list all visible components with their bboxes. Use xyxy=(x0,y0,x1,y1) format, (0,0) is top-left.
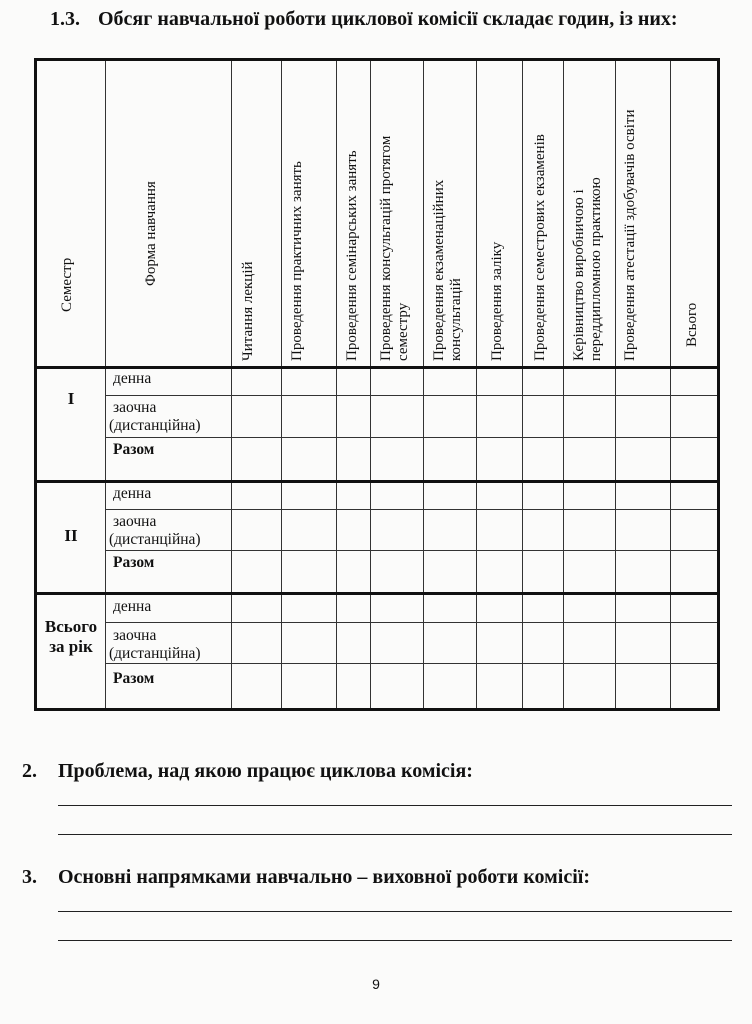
year-total-line: Всього xyxy=(44,617,98,636)
section-number: 1.3. xyxy=(50,8,80,30)
row-divider xyxy=(105,395,717,396)
total-label: Разом xyxy=(113,670,155,687)
col-divider xyxy=(476,61,477,708)
column-header: Керівництво виробничою і переддипломною практикою xyxy=(571,177,604,361)
fill-in-line[interactable] xyxy=(58,834,732,835)
form-label: (дистанційна) xyxy=(109,645,201,662)
year-total-line: за рік xyxy=(49,637,93,656)
section-number: 3. xyxy=(22,866,37,888)
column-header: Проведення заліку xyxy=(489,241,505,361)
form-label: денна xyxy=(113,485,152,502)
row-divider xyxy=(105,663,717,664)
column-header: Проведення семестрових екзаменів xyxy=(532,134,548,361)
form-label: заочна xyxy=(113,513,157,530)
row-divider xyxy=(105,509,717,510)
total-label: Разом xyxy=(113,554,155,571)
col-divider xyxy=(105,61,106,708)
workload-table xyxy=(34,58,720,711)
fill-in-line[interactable] xyxy=(58,911,732,912)
form-label: денна xyxy=(113,370,152,387)
section-heading-1-3 xyxy=(50,8,678,31)
page-number: 9 xyxy=(372,976,380,992)
form-label: (дистанційна) xyxy=(109,417,201,434)
column-header: Проведення консультацій протягом семестру xyxy=(378,135,411,361)
col-divider xyxy=(423,61,424,708)
section-title: Обсяг навчальної роботи циклової комісії складає годин, із них: xyxy=(98,8,678,30)
col-divider xyxy=(563,61,564,708)
column-header: Проведення практичних занять xyxy=(289,161,305,361)
row-divider xyxy=(105,550,717,551)
form-label: денна xyxy=(113,598,152,615)
section-title: Проблема, над якою працює циклова комісія: xyxy=(58,760,473,782)
section-heading-2 xyxy=(22,760,473,783)
section-number: 2. xyxy=(22,760,37,782)
section-heading-3 xyxy=(22,866,590,889)
group-rule xyxy=(37,592,717,595)
col-divider xyxy=(231,61,232,708)
total-label: Разом xyxy=(113,441,155,458)
column-header: Проведення семінарських занять xyxy=(344,150,360,361)
year-total-label xyxy=(37,617,105,657)
fill-in-line[interactable] xyxy=(58,940,732,941)
col-divider xyxy=(370,61,371,708)
col-divider xyxy=(615,61,616,708)
semester-label: II xyxy=(64,526,78,545)
row-divider xyxy=(105,622,717,623)
semester-label: I xyxy=(67,389,75,408)
header-bottom-rule xyxy=(37,366,717,369)
form-label: заочна xyxy=(113,627,157,644)
form-label: заочна xyxy=(113,399,157,416)
group-rule xyxy=(37,480,717,483)
section-title: Основні напрямками навчально – виховної роботи комісії: xyxy=(58,866,590,888)
fill-in-line[interactable] xyxy=(58,805,732,806)
column-header: Проведення атестації здобувачів освіти xyxy=(622,109,638,361)
col-divider xyxy=(336,61,337,708)
column-header: Семестр xyxy=(59,257,75,312)
col-divider xyxy=(670,61,671,708)
col-divider xyxy=(522,61,523,708)
column-header: Всього xyxy=(684,302,700,347)
column-header: Форма навчання xyxy=(143,181,159,286)
column-header: Проведення екзаменаційних консультацій xyxy=(431,179,464,361)
col-divider xyxy=(281,61,282,708)
row-divider xyxy=(105,437,717,438)
form-label: (дистанційна) xyxy=(109,531,201,548)
column-header: Читання лекцій xyxy=(240,261,256,361)
